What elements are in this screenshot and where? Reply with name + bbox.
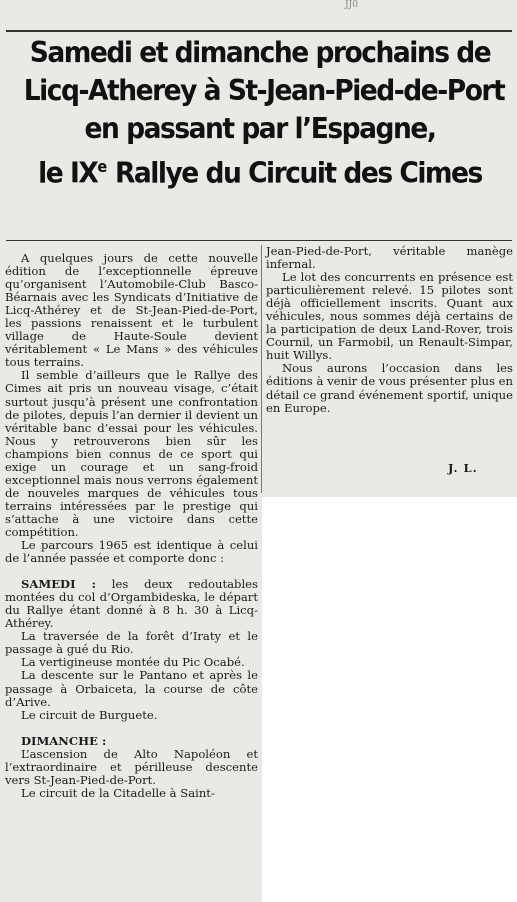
header-mark: JJ0 <box>345 0 358 10</box>
paragraph-iraty: La traversée de la forêt d’Iraty et le passage à gué du Rio. <box>5 629 258 657</box>
paragraph-outro: Nous aurons l’occasion dans les éditions à venir de vous présenter plus en détail ce grand événement sportif, unique en Europe. <box>266 361 513 415</box>
paragraph-manege: Jean-Pied-de-Port, véritable manège infernal. <box>266 244 513 272</box>
headline-line-4 <box>24 148 496 193</box>
headline-line-3: en passant par l’Espagne, <box>84 112 436 145</box>
dimanche-label: DIMANCHE : <box>21 733 107 748</box>
paragraph-samedi <box>5 578 258 630</box>
author-signature: J. L. <box>448 461 478 475</box>
headline-line-4-post: Rallye du Circuit des Cimes <box>107 156 482 190</box>
top-rule <box>6 30 512 32</box>
paragraph-ocabe: La vertigineuse montée du Pic Ocabé. <box>21 655 245 670</box>
headline-rule <box>6 240 512 241</box>
article-column-right <box>266 245 513 415</box>
paragraph-intro: A quelques jours de cette nouvelle édition de l’exceptionnelle épreuve qu’organisent l’Automobile-Club Basco-Béarnais avec les Syndicats d’Initiative de Licq-Athérey et de St-Jean-Pied-de-Port, les passions renaissent et le turbulent village de Haute-Soule devient véritablement « Le Mans » des véhicules tous terrains. <box>5 252 258 370</box>
headline-line-2: Licq-Atherey à St-Jean-Pied-de-Port <box>23 74 505 107</box>
headline <box>23 34 505 193</box>
samedi-label: SAMEDI : <box>21 577 96 592</box>
paragraph-citadelle: Le circuit de la Citadelle à Saint- <box>21 785 215 800</box>
paragraph-route: Le parcours 1965 est identique à celui de l’année passée et comporte donc : <box>5 538 258 566</box>
paragraph-new-face: Il semble d’ailleurs que le Rallye des Cimes ait pris un nouveau visage, c’était surtout jusqu’à présent une confrontation de pilotes, depuis l’an dernier il devient un véritable banc d’essai pour les véhicules. Nous y retrouverons bien sûr les champions bien connus de ce sport qui exige un courage et un sang-froid exceptionnel mais nous verrons également de nouveles marques de véhicules tous terrains intéressées par le prestige qui s’attache à une victoire dans cette compétition. <box>5 368 258 539</box>
headline-line-4-sup: e <box>97 157 108 176</box>
paragraph-dimanche <box>5 735 258 748</box>
headline-line-4-pre: le IX <box>38 156 98 190</box>
paragraph-napoleon: L’ascension de Alto Napoléon et l’extraordinaire et périlleuse descente vers St-Jean-Pied-de-Port. <box>5 746 258 787</box>
headline-line-1: Samedi et dimanche prochains de <box>29 36 491 69</box>
samedi-text: les deux redoutables montées du col d’Orgambideska, le départ du Rallye étant donné à 8 h. 30 à Licq-Athérey. <box>5 577 258 631</box>
paragraph-competitors: Le lot des concurrents en présence est particulièrement relevé. 15 pilotes sont déjà officiellement inscrits. Quant aux véhicules, nous sommes déjà certains de la participation de deux Land-Rover, trois Cournil, un Farmobil, un Renault-Simpar, huit Willys. <box>266 270 513 363</box>
paragraph-pantano: La descente sur le Pantano et après le passage à Orbaiceta, la course de côte d’Arive. <box>5 668 258 709</box>
article-column-left <box>5 252 258 902</box>
column-divider <box>261 245 262 493</box>
paragraph-burguete: Le circuit de Burguete. <box>21 707 158 722</box>
